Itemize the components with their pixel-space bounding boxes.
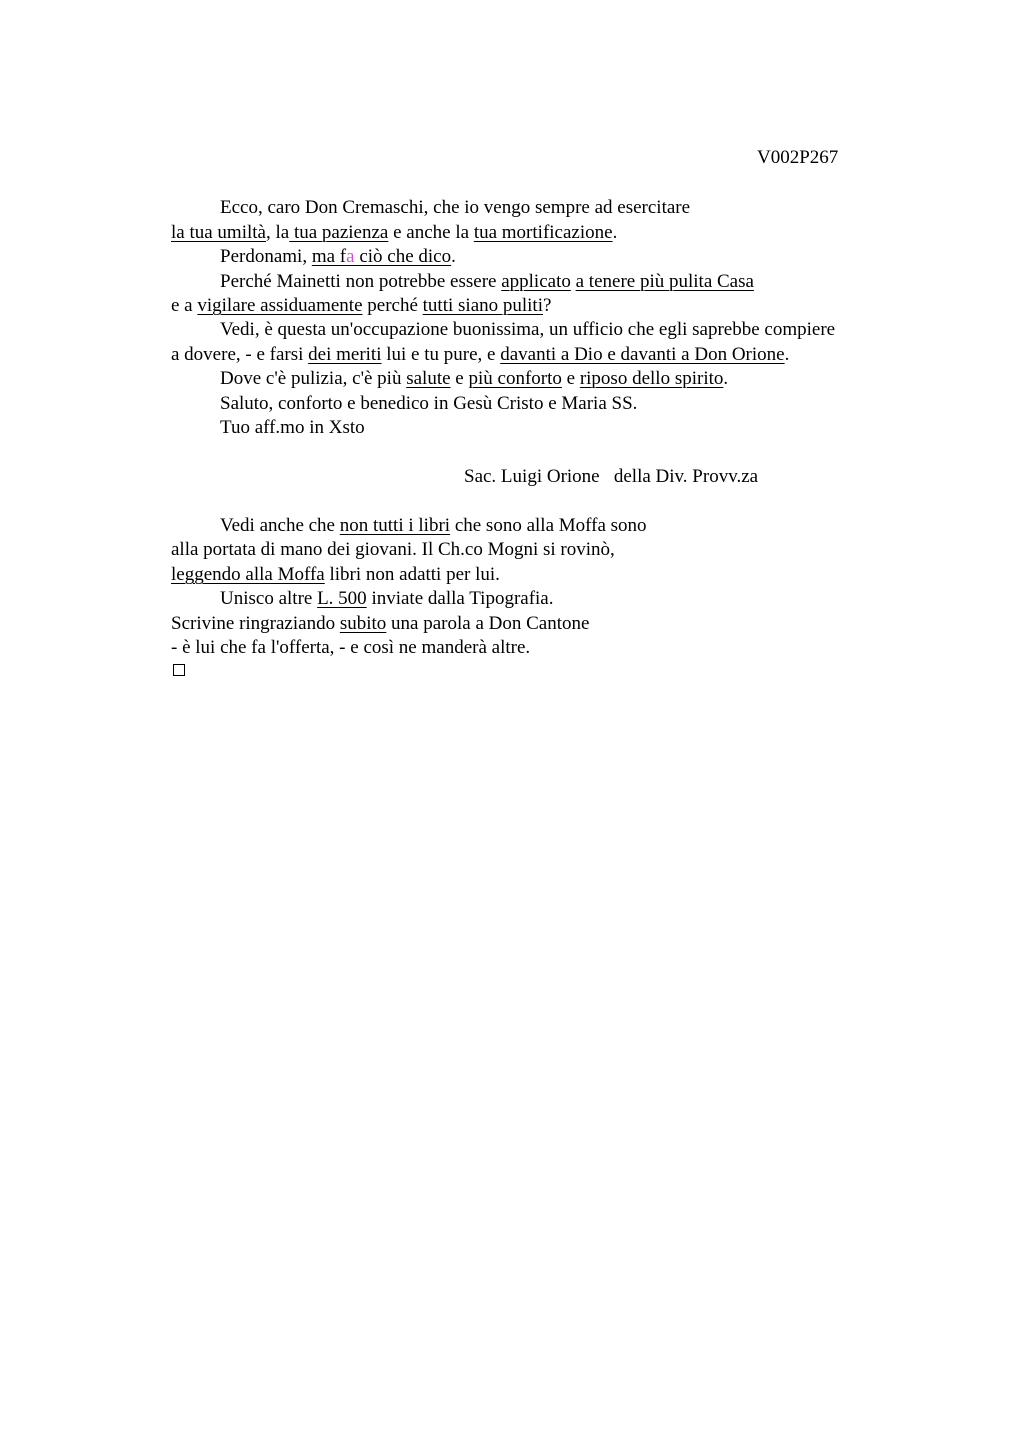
letter-line-1: Ecco, caro Don Cremaschi, che io vengo sempre ad esercitare bbox=[220, 197, 691, 218]
text-run: libri non adatti per lui. bbox=[324, 564, 500, 585]
text-run: inviate dalla Tipografia. bbox=[366, 588, 554, 609]
text-run: e a bbox=[171, 295, 198, 316]
postscript-line-5 bbox=[171, 612, 589, 636]
letter-closing: Tuo aff.mo in Xsto bbox=[220, 417, 365, 438]
letter-line-4 bbox=[220, 270, 754, 294]
letter-line-6: Vedi, è questa un'occupazione buonissima, un ufficio che egli saprebbe compiere bbox=[220, 319, 836, 340]
page-identifier: V002P267 bbox=[757, 147, 839, 168]
text-run: Unisco altre bbox=[220, 588, 318, 609]
underlined-phrase: vigilare assiduamente bbox=[197, 295, 363, 316]
highlighted-correction: a bbox=[346, 246, 355, 267]
text-run: a dovere, - e farsi bbox=[171, 344, 309, 365]
underlined-phrase: non tutti i libri bbox=[339, 515, 451, 536]
postscript-line-2: alla portata di mano dei giovani. Il Ch.co Mogni si rovinò, bbox=[171, 539, 615, 560]
underlined-phrase: tua pazienza bbox=[289, 222, 389, 243]
text-run: e anche la bbox=[388, 222, 474, 243]
text-run: . bbox=[784, 344, 790, 365]
underlined-phrase: dei meriti bbox=[308, 344, 382, 365]
text-run: Perdonami, bbox=[220, 246, 312, 267]
underlined-phrase: la tua umiltà bbox=[171, 222, 266, 243]
letter-line-5 bbox=[171, 294, 551, 318]
text-run: perché bbox=[362, 295, 423, 316]
letter-line-7 bbox=[171, 343, 789, 367]
text-run: Perché Mainetti non potrebbe essere bbox=[220, 271, 502, 292]
text-run: , la bbox=[265, 222, 290, 243]
text-run: ma f bbox=[311, 246, 347, 267]
postscript-line-1 bbox=[220, 514, 647, 538]
underlined-phrase: davanti a Dio e davanti a Don Orione bbox=[500, 344, 785, 365]
text-run: e bbox=[450, 368, 469, 389]
text-run: ? bbox=[543, 295, 552, 316]
underlined-phrase: più conforto bbox=[468, 368, 562, 389]
underlined-phrase: applicato bbox=[501, 271, 571, 292]
underlined-phrase: subito bbox=[339, 613, 387, 634]
text-run: . bbox=[612, 222, 618, 243]
underlined-phrase: tutti siano puliti bbox=[422, 295, 543, 316]
text-run: e bbox=[561, 368, 580, 389]
text-run: una parola a Don Cantone bbox=[386, 613, 590, 634]
end-marker-box bbox=[173, 664, 185, 676]
text-run: ciò che dico bbox=[354, 246, 452, 267]
underlined-phrase: leggendo alla Moffa bbox=[171, 564, 325, 585]
underlined-phrase: L. 500 bbox=[317, 588, 367, 609]
text-run: che sono alla Moffa sono bbox=[450, 515, 647, 536]
underlined-phrase bbox=[312, 246, 451, 267]
underlined-phrase: riposo dello spirito bbox=[579, 368, 724, 389]
text-run: Dove c'è pulizia, c'è più bbox=[220, 368, 407, 389]
letter-line-9: Saluto, conforto e benedico in Gesù Cristo e Maria SS. bbox=[220, 393, 638, 414]
signature: Sac. Luigi Orione della Div. Provv.za bbox=[464, 466, 759, 487]
postscript-line-3 bbox=[171, 563, 500, 587]
postscript-line-4 bbox=[220, 587, 554, 611]
letter-line-8 bbox=[220, 367, 728, 391]
text-run: Vedi anche che bbox=[220, 515, 340, 536]
text-run: . bbox=[451, 246, 456, 267]
underlined-phrase: a tenere più pulita Casa bbox=[575, 271, 754, 292]
letter-line-2 bbox=[171, 221, 617, 245]
underlined-phrase: tua mortificazione bbox=[473, 222, 613, 243]
text-run: . bbox=[723, 368, 729, 389]
underlined-phrase: salute bbox=[406, 368, 451, 389]
text-run: lui e tu pure, e bbox=[381, 344, 501, 365]
letter-line-3 bbox=[220, 245, 456, 269]
text-run: Scrivine ringraziando bbox=[171, 613, 340, 634]
postscript-line-6: - è lui che fa l'offerta, - e così ne manderà altre. bbox=[171, 637, 531, 658]
